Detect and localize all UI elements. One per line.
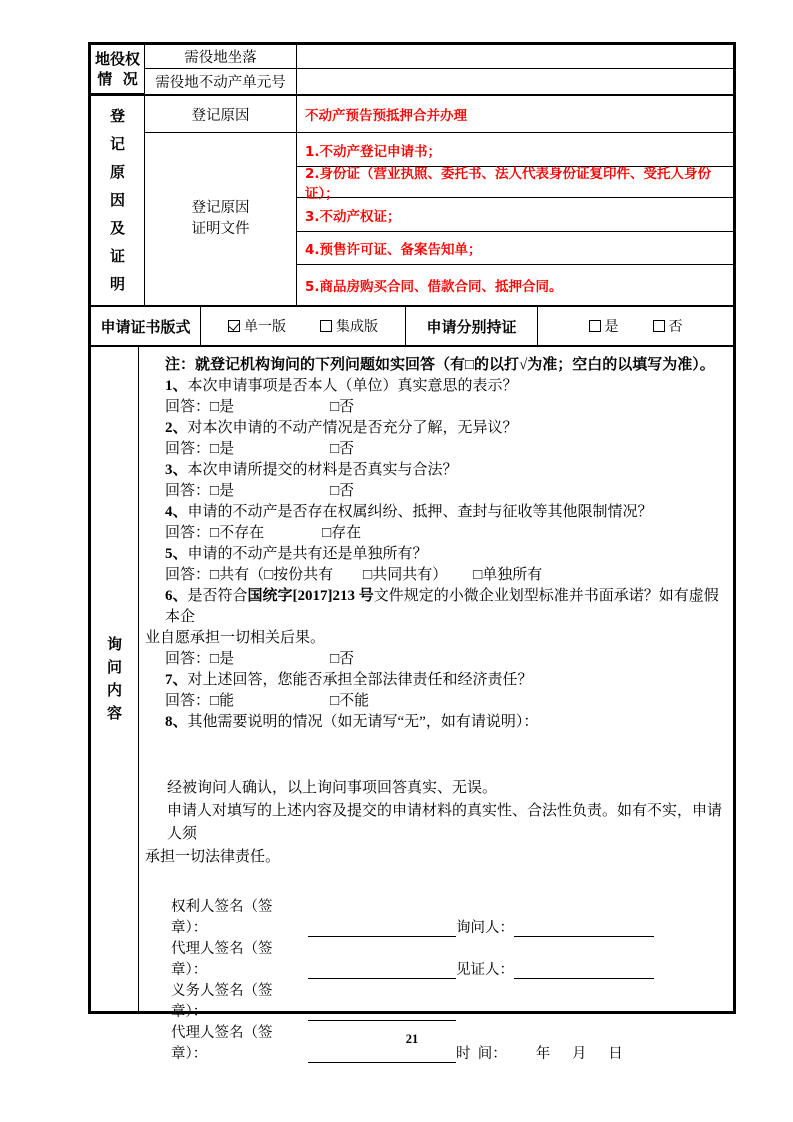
proof-document-item: 1.不动产登记申请书；: [297, 133, 733, 167]
separate-certificate-label: 申请分别持证: [406, 307, 538, 345]
inquiry-bold-text: 4、: [165, 504, 188, 520]
answer-checkbox-option[interactable]: □否: [330, 483, 355, 499]
field-label-proof-documents: [145, 133, 297, 305]
inquiry-text: 业自愿承担一切相关后果。: [145, 630, 326, 646]
inquiry-line: [145, 502, 725, 523]
inquiry-text: 文件规定的小微企业划型标准并书面承诺？如有虚假本企: [165, 588, 719, 625]
inquiry-bold-text: 2、: [165, 420, 188, 436]
checkbox-icon[interactable]: [589, 320, 601, 332]
checkbox-option-single-version[interactable]: [228, 316, 286, 336]
field-label-servient-location: 需役地坐落: [145, 45, 297, 69]
field-label-servient-unit-number: 需役地不动产单元号: [145, 69, 297, 94]
signature-label-witness: 见证人：: [456, 962, 514, 978]
vertical-header-char: 证: [109, 247, 125, 266]
easement-header-line1: 地役权: [94, 50, 140, 68]
registration-reason-section: [91, 96, 733, 307]
field-value-servient-location[interactable]: [297, 45, 733, 69]
inquiry-line: [145, 439, 725, 460]
inquiry-line: [145, 418, 725, 439]
checkbox-option-label: 单一版: [244, 320, 286, 335]
proof-label-line1: 登记原因: [191, 200, 250, 216]
inquiry-content-cell: [139, 347, 733, 1062]
signature-line[interactable]: [308, 922, 456, 937]
inquiry-text: 回答：: [165, 567, 211, 583]
inquiry-line: [145, 670, 725, 691]
answer-checkbox-option[interactable]: □存在: [322, 525, 362, 541]
inquiry-text: 申请的不动产是共有还是单独所有？: [187, 546, 428, 562]
inquiry-text: 对本次申请的不动产情况是否充分了解，无异议？: [187, 420, 518, 436]
answer-checkbox-option[interactable]: □不能: [330, 693, 370, 709]
signature-label-rightholder: 权利人签名（签章）：: [171, 899, 273, 936]
vertical-header-char: 及: [109, 219, 125, 238]
inquiry-line: [145, 397, 725, 418]
answer-checkbox-option[interactable]: □是: [210, 483, 235, 499]
easement-header-line2: 情 况: [97, 70, 138, 88]
inquiry-line: [145, 565, 725, 586]
inquiry-line: [145, 355, 725, 376]
certificate-format-section: [91, 307, 733, 347]
inquiry-text: 回答：: [165, 483, 211, 499]
answer-checkbox-option[interactable]: □共同共有）: [363, 567, 448, 583]
date-label[interactable]: 时 间： 年 月 日: [456, 1046, 623, 1062]
inquiry-bold-text: 注：就登记机构询问的下列问题如实回答（有□的以打√为准；空白的以填写为准）。: [165, 357, 715, 373]
inquiry-text: 本次申请事项是否本人（单位）真实意思的表示？: [187, 378, 518, 394]
signature-line[interactable]: [514, 964, 654, 979]
inquiry-text: 回答：: [165, 651, 211, 667]
vertical-header-char: 登: [109, 106, 125, 125]
confirmation-line: 经被询问人确认，以上询问事项回答真实、无误。: [167, 780, 498, 796]
vertical-header-char: 明: [109, 275, 125, 294]
inquiry-text: 其他需要说明的情况（如无请写“无”，如有请说明）：: [187, 714, 539, 730]
vertical-header-char: 问: [106, 658, 122, 676]
inquiry-bold-text: 5、: [165, 546, 188, 562]
inquiry-bold-text: 8、: [165, 714, 188, 730]
inquiry-line: [145, 376, 725, 397]
inquiry-text: 回答：: [165, 525, 211, 541]
inquiry-line: [145, 649, 725, 670]
registration-section-header: [91, 96, 145, 305]
field-value-servient-unit-number[interactable]: [297, 69, 733, 94]
checkbox-option-label: 否: [668, 320, 683, 335]
field-label-registration-reason: 登记原因: [145, 96, 297, 133]
confirmation-paragraph: [145, 777, 725, 869]
inquiry-line: [145, 460, 725, 481]
application-form-table: [88, 42, 736, 1062]
inquiry-lines: [145, 355, 725, 733]
inquiry-text: 是否符合: [187, 588, 248, 604]
checkbox-option-label: 集成版: [336, 320, 378, 335]
answer-checkbox-option[interactable]: □否: [330, 399, 355, 415]
signature-label-obligor: 义务人签名（签章）：: [171, 983, 273, 1020]
vertical-header-char: 原: [109, 162, 125, 181]
proof-label-line2: 证明文件: [191, 221, 250, 237]
signature-line[interactable]: [308, 964, 456, 979]
inquiry-line: [145, 691, 725, 712]
proof-document-item: 2.身份证（营业执照、委托书、法人代表身份证复印件、受托人身份证）；: [297, 167, 733, 198]
inquiry-line: [145, 628, 725, 649]
inquiry-text: 回答：: [165, 693, 211, 709]
inquiry-text: 本次申请所提交的材料是否真实与合法？: [187, 462, 458, 478]
vertical-header-char: 记: [109, 134, 125, 153]
checkbox-icon[interactable]: [228, 320, 240, 332]
signature-line[interactable]: [308, 1048, 456, 1063]
easement-section-header: [91, 45, 145, 94]
easement-section: [91, 45, 733, 96]
checkbox-option-yes[interactable]: [589, 316, 619, 336]
inquiry-bold-text: 国统字[2017]213 号: [247, 588, 374, 604]
signature-label-inquirer: 询问人：: [456, 920, 514, 936]
certificate-format-label: 申请证书版式: [91, 307, 201, 345]
checkbox-option-integrated-version[interactable]: [320, 316, 378, 336]
checkbox-option-label: 是: [604, 320, 619, 335]
inquiry-line: [145, 523, 725, 544]
inquiry-bold-text: 1、: [165, 378, 188, 394]
inquiry-bold-text: 6、: [165, 588, 188, 604]
inquiry-text: 回答：: [165, 441, 211, 457]
vertical-header-char: 因: [109, 190, 125, 209]
inquiry-bold-text: 7、: [165, 672, 188, 688]
signature-label-agent: 代理人签名（签章）：: [171, 1025, 273, 1062]
inquiry-text: 回答：: [165, 399, 211, 415]
field-value-registration-reason: 不动产预告预抵押合并办理: [297, 96, 733, 133]
answer-checkbox-option[interactable]: □是: [210, 399, 235, 415]
answer-checkbox-option[interactable]: □共有（□按份共有: [210, 567, 334, 583]
confirmation-line: 申请人对填写的上述内容及提交的申请材料的真实性、合法性负责。如有不实，申请人须: [167, 803, 723, 842]
vertical-header-char: 询: [106, 635, 122, 653]
proof-document-item: 5.商品房购买合同、借款合同、抵押合同。: [305, 279, 563, 295]
inquiry-section-header: [91, 347, 139, 1011]
signature-line[interactable]: [514, 922, 654, 937]
certificate-format-options: [201, 307, 406, 345]
separate-certificate-options: [538, 307, 733, 345]
answer-checkbox-option[interactable]: □是: [210, 651, 235, 667]
answer-checkbox-option[interactable]: □不存在: [210, 525, 265, 541]
confirmation-line: 承担一切法律责任。: [145, 849, 281, 865]
signature-label-agent: 代理人签名（签章）：: [171, 941, 273, 978]
inquiry-line: [145, 481, 725, 502]
proof-document-item: 4.预售许可证、备案告知单；: [297, 232, 733, 265]
inquiry-text: 申请的不动产是否存在权属纠纷、抵押、查封与征收等其他限制情况？: [187, 504, 653, 520]
answer-checkbox-option[interactable]: □否: [330, 651, 355, 667]
signature-line[interactable]: [308, 1006, 456, 1021]
checkbox-icon[interactable]: [653, 320, 665, 332]
page-number: 21: [405, 1032, 419, 1046]
inquiry-line: [145, 712, 725, 733]
checkbox-option-no[interactable]: [653, 316, 683, 336]
checkbox-icon[interactable]: [320, 320, 332, 332]
vertical-header-char: 内: [106, 681, 122, 699]
proof-document-item: 3.不动产权证；: [297, 198, 733, 232]
inquiry-section: [91, 347, 733, 1062]
answer-checkbox-option[interactable]: □是: [210, 441, 235, 457]
inquiry-line: [145, 586, 725, 628]
answer-checkbox-option[interactable]: □能: [210, 693, 235, 709]
answer-checkbox-option[interactable]: □单独所有: [473, 567, 543, 583]
inquiry-line: [145, 544, 725, 565]
inquiry-bold-text: 3、: [165, 462, 188, 478]
vertical-header-char: 容: [106, 704, 122, 722]
answer-checkbox-option[interactable]: □否: [330, 441, 355, 457]
inquiry-text: 对上述回答，您能否承担全部法律责任和经济责任？: [187, 672, 533, 688]
